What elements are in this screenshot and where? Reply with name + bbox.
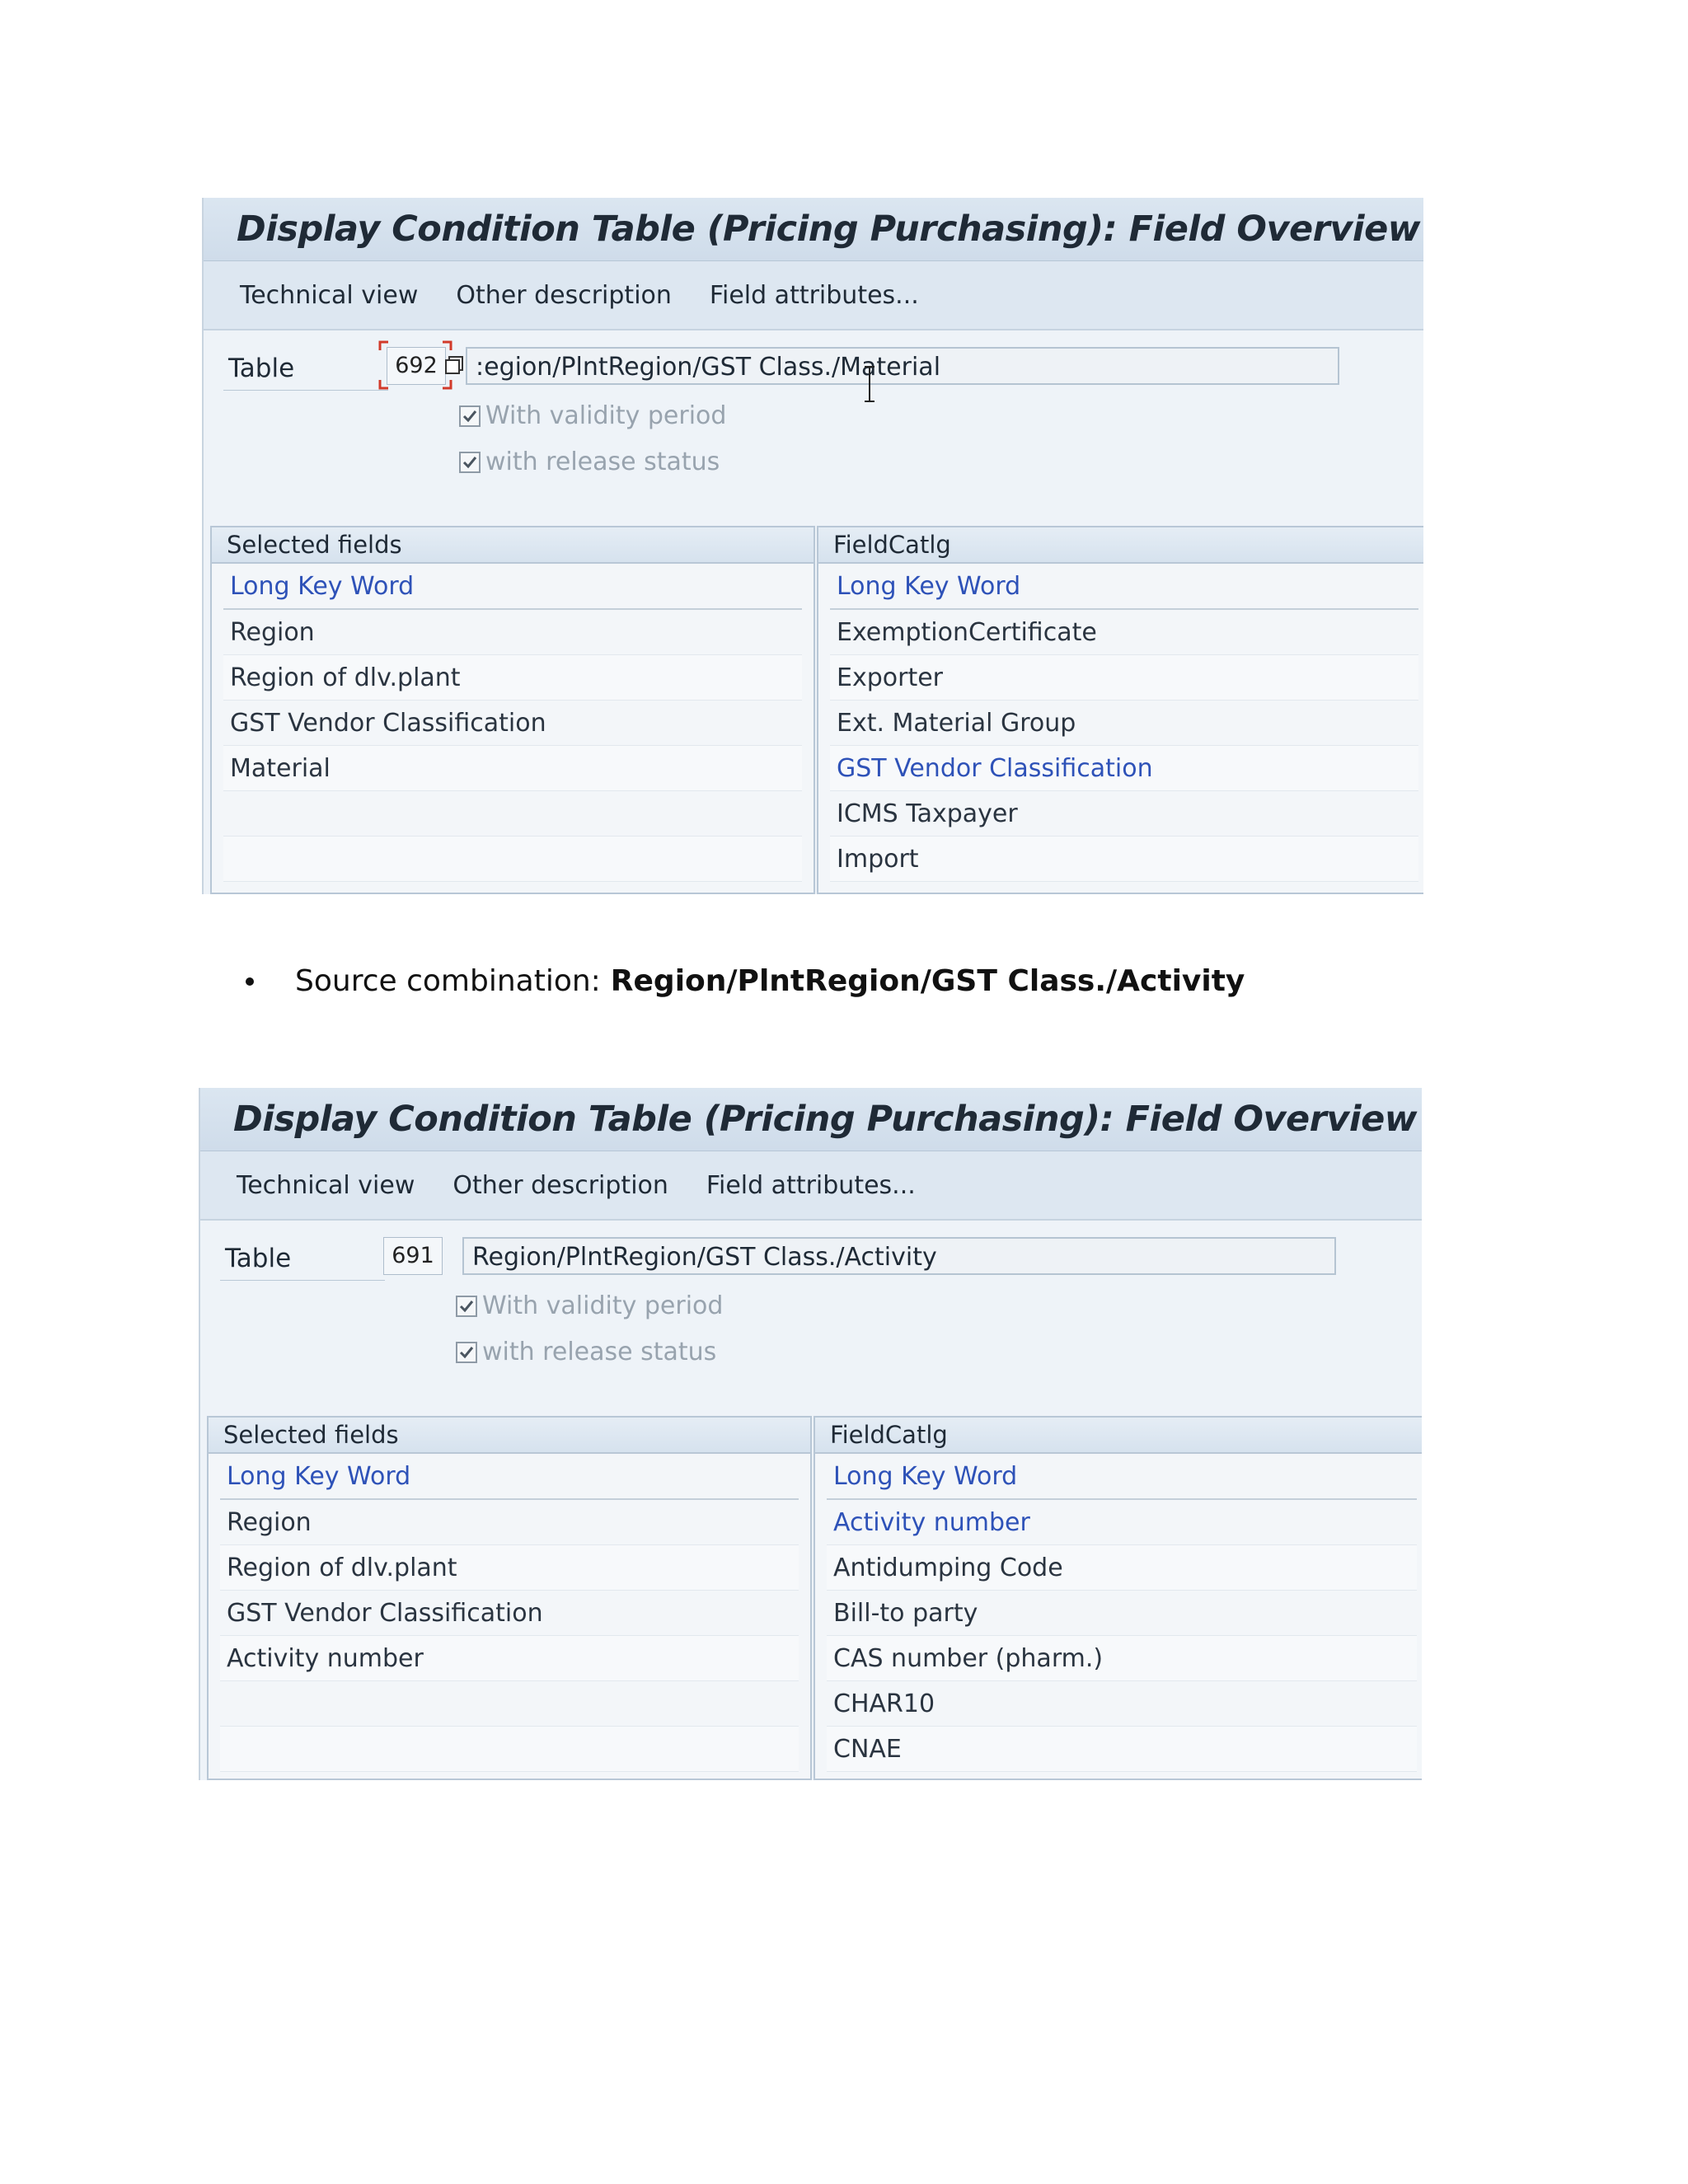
checkbox-checked-icon[interactable]: [456, 1296, 477, 1317]
table-row[interactable]: Activity number: [827, 1500, 1417, 1545]
table-form: [200, 1221, 1422, 1418]
table-row[interactable]: ICMS Taxpayer: [830, 791, 1418, 837]
table-row[interactable]: Region of dlv.plant: [220, 1545, 799, 1591]
table-number-field[interactable]: 692: [387, 347, 446, 385]
release-status-label: with release status: [482, 1338, 717, 1366]
release-status-label: with release status: [485, 448, 720, 476]
table-description-field[interactable]: Region/PlntRegion/GST Class./Activity: [462, 1237, 1336, 1275]
column-header[interactable]: Long Key Word: [830, 564, 1418, 610]
technical-view-button[interactable]: Technical view: [237, 1170, 415, 1200]
other-description-button[interactable]: Other description: [452, 1170, 668, 1200]
field-attributes-button[interactable]: Field attributes...: [709, 280, 919, 310]
field-catalog-panel: [817, 526, 1423, 894]
label-underline: [220, 1280, 385, 1281]
toolbar: [200, 1151, 1422, 1221]
table-row[interactable]: Activity number: [220, 1636, 799, 1681]
table-row[interactable]: [220, 1727, 799, 1772]
table-row[interactable]: Antidumping Code: [827, 1545, 1417, 1591]
field-catalog-header: FieldCatlg: [818, 527, 1423, 564]
screenshot-condition-table-691: [199, 1088, 1422, 1780]
bullet-value: Region/PlntRegion/GST Class./Activity: [610, 964, 1245, 998]
checkbox-checked-icon[interactable]: [459, 452, 481, 473]
table-row[interactable]: ExemptionCertificate: [830, 610, 1418, 655]
table-row[interactable]: Import: [830, 837, 1418, 882]
release-status-checkbox[interactable]: [456, 1338, 716, 1366]
table-row[interactable]: Region of dlv.plant: [223, 655, 802, 701]
field-panels: [210, 526, 1423, 894]
selected-fields-header: Selected fields: [212, 527, 814, 564]
field-catalog-header: FieldCatlg: [815, 1418, 1422, 1454]
selected-fields-panel: [210, 526, 815, 894]
table-label: Table: [225, 1244, 292, 1273]
validity-period-label: With validity period: [485, 401, 727, 430]
column-header[interactable]: Long Key Word: [827, 1454, 1417, 1500]
table-row[interactable]: Material: [223, 746, 802, 791]
table-row[interactable]: GST Vendor Classification: [220, 1591, 799, 1636]
table-row[interactable]: [223, 791, 802, 837]
table-row[interactable]: CAS number (pharm.): [827, 1636, 1417, 1681]
field-catalog-panel: [814, 1416, 1422, 1780]
table-row[interactable]: Bill-to party: [827, 1591, 1417, 1636]
table-description-field[interactable]: :egion/PlntRegion/GST Class./Material: [466, 347, 1339, 385]
selected-fields-panel: [207, 1416, 812, 1780]
other-description-button[interactable]: Other description: [456, 280, 672, 310]
table-row[interactable]: [223, 837, 802, 882]
technical-view-button[interactable]: Technical view: [240, 280, 419, 310]
checkbox-checked-icon[interactable]: [459, 405, 481, 427]
page-title: Display Condition Table (Pricing Purchasing): Field Overview: [204, 198, 1423, 261]
table-row[interactable]: CNAE: [827, 1727, 1417, 1772]
table-row[interactable]: Region: [223, 610, 802, 655]
table-row[interactable]: Region: [220, 1500, 799, 1545]
table-number-field[interactable]: 691: [383, 1237, 443, 1275]
release-status-checkbox[interactable]: [459, 448, 720, 476]
column-header[interactable]: Long Key Word: [220, 1454, 799, 1500]
column-header[interactable]: Long Key Word: [223, 564, 802, 610]
table-row[interactable]: CHAR10: [827, 1681, 1417, 1727]
page-title: Display Condition Table (Pricing Purchasing): Field Overview: [200, 1088, 1422, 1151]
table-row[interactable]: [220, 1681, 799, 1727]
field-attributes-button[interactable]: Field attributes...: [706, 1170, 916, 1200]
copy-icon[interactable]: [444, 355, 464, 375]
bullet-prefix: Source combination:: [295, 964, 601, 998]
validity-period-label: With validity period: [482, 1291, 724, 1320]
table-row[interactable]: Exporter: [830, 655, 1418, 701]
table-row[interactable]: GST Vendor Classification: [830, 746, 1418, 791]
validity-period-checkbox[interactable]: [456, 1291, 723, 1320]
source-combination-bullet: [246, 964, 1245, 998]
field-panels: [207, 1416, 1422, 1780]
table-row[interactable]: Ext. Material Group: [830, 701, 1418, 746]
label-underline: [223, 390, 388, 391]
checkbox-checked-icon[interactable]: [456, 1342, 477, 1363]
validity-period-checkbox[interactable]: [459, 401, 726, 430]
table-label: Table: [228, 354, 295, 383]
bullet-icon: [246, 977, 254, 986]
text-cursor-icon: [863, 365, 876, 403]
screenshot-condition-table-692: [202, 198, 1423, 894]
selected-fields-header: Selected fields: [209, 1418, 810, 1454]
table-row[interactable]: GST Vendor Classification: [223, 701, 802, 746]
table-form: [204, 330, 1423, 528]
toolbar: [204, 261, 1423, 330]
